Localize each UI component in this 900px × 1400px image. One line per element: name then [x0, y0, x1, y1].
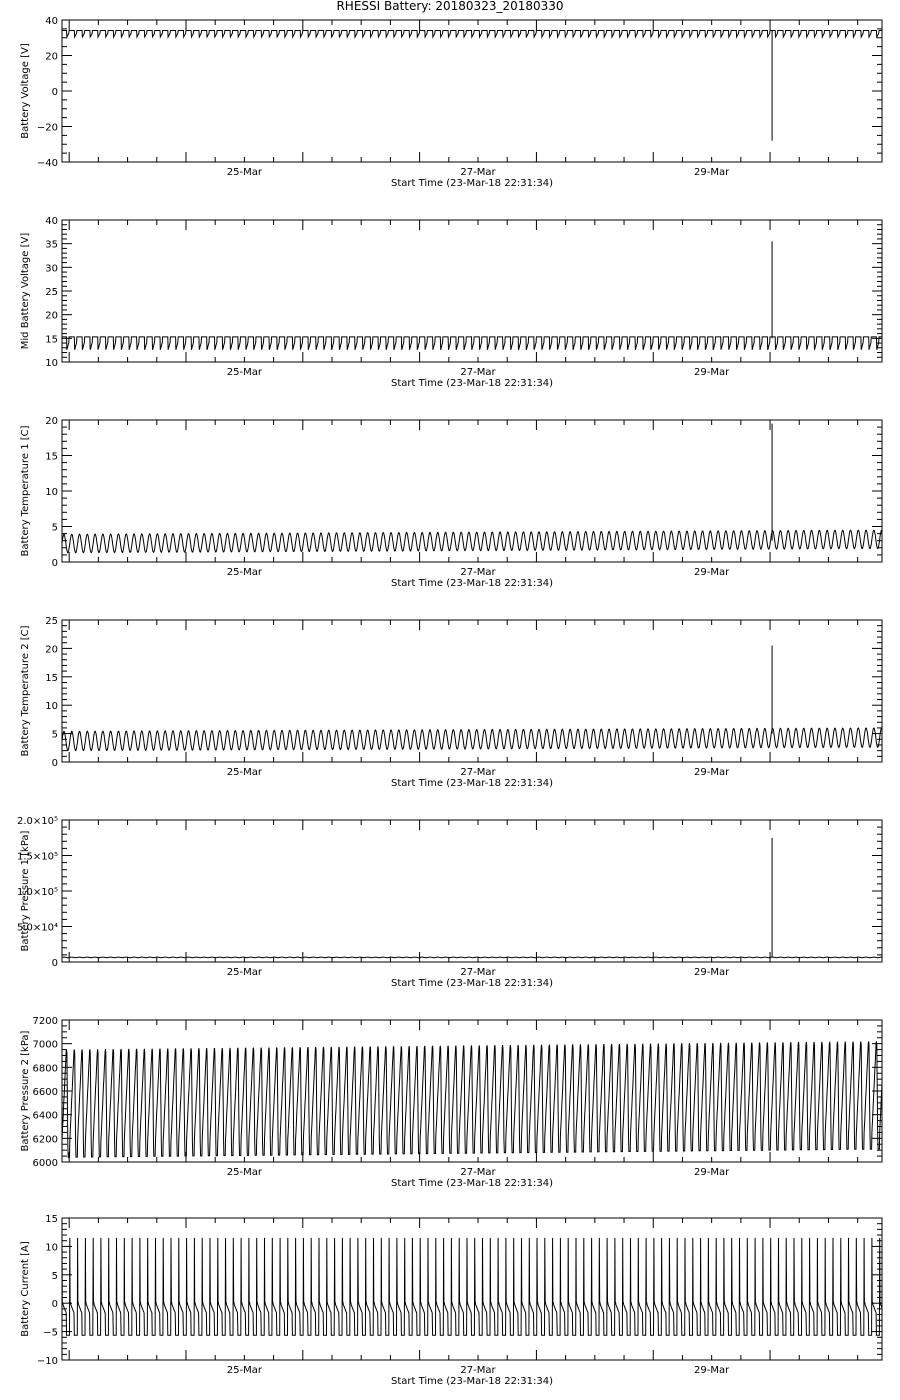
plot-frame	[62, 820, 882, 962]
x-axis-label: Start Time (23-Mar-18 22:31:34)	[390, 778, 554, 789]
y-tick-label: 20	[45, 310, 58, 322]
x-tick-label: 25-Mar	[226, 767, 262, 778]
series-line	[62, 728, 882, 751]
chart-panel-7	[20, 1214, 882, 1387]
y-tick-label: 15	[45, 334, 58, 346]
x-axis-label: Start Time (23-Mar-18 22:31:34)	[390, 978, 554, 989]
y-tick-label: 20	[45, 51, 58, 63]
y-tick-label: 6400	[32, 1110, 58, 1122]
chart-panel-5	[17, 816, 882, 989]
y-tick-label: 10	[45, 487, 58, 498]
x-tick-label: 29-Mar	[694, 567, 730, 578]
y-tick-label: 40	[45, 16, 58, 27]
y-tick-label: 0	[51, 958, 58, 969]
y-tick-label: 6000	[32, 1158, 58, 1169]
y-tick-label: 15	[45, 451, 58, 463]
y-tick-label: 20	[45, 644, 58, 656]
chart-panel-4	[20, 616, 882, 789]
x-tick-label: 27-Mar	[460, 1167, 496, 1178]
y-tick-label: 5.0×10⁴	[16, 922, 58, 934]
y-tick-label: 6200	[32, 1134, 58, 1146]
y-tick-label: 10	[45, 358, 58, 369]
x-tick-label: 29-Mar	[694, 767, 730, 778]
y-tick-label: −20	[36, 122, 58, 134]
y-tick-label: 0	[51, 1299, 58, 1311]
y-tick-label: 1.5×10⁵	[16, 851, 58, 863]
x-tick-label: 29-Mar	[694, 1167, 730, 1178]
y-tick-label: 20	[45, 416, 58, 427]
page-title: RHESSI Battery: 20180323_20180330	[336, 0, 564, 13]
chart-panel-2	[20, 216, 882, 389]
y-tick-label: 5	[51, 522, 58, 534]
x-axis-label: Start Time (23-Mar-18 22:31:34)	[390, 178, 554, 189]
series-line	[62, 31, 882, 38]
x-tick-label: 29-Mar	[694, 1365, 730, 1376]
x-tick-label: 27-Mar	[460, 367, 496, 378]
x-tick-label: 27-Mar	[460, 967, 496, 978]
y-tick-label: 10	[45, 1242, 58, 1254]
y-axis-label: Mid Battery Voltage [V]	[20, 232, 31, 350]
x-tick-label: 27-Mar	[460, 767, 496, 778]
y-tick-label: 0	[51, 758, 58, 769]
y-axis-label: Battery Temperature 1 [C]	[20, 425, 31, 557]
y-tick-label: 0	[51, 558, 58, 569]
y-tick-label: 6600	[32, 1087, 58, 1098]
y-axis-label: Battery Pressure 2 [kPa]	[20, 1030, 31, 1152]
x-tick-label: 29-Mar	[694, 167, 730, 178]
y-tick-label: 7000	[32, 1039, 58, 1051]
series-line	[62, 337, 882, 350]
y-tick-label: 5	[51, 1270, 58, 1282]
x-tick-label: 25-Mar	[226, 567, 262, 578]
y-tick-label: 6800	[32, 1063, 58, 1075]
x-tick-label: 25-Mar	[226, 167, 262, 178]
chart-panel-3	[20, 416, 882, 589]
series-line	[62, 957, 882, 958]
chart-panel-1	[20, 16, 882, 189]
x-axis-label: Start Time (23-Mar-18 22:31:34)	[390, 378, 554, 389]
y-tick-label: 1.0×10⁵	[16, 887, 58, 898]
y-axis-label: Battery Pressure 1 [kPa]	[20, 830, 31, 952]
series-line	[62, 1238, 882, 1335]
y-tick-label: 35	[45, 239, 58, 251]
x-tick-label: 27-Mar	[460, 1365, 496, 1376]
y-axis-label: Battery Voltage [V]	[20, 43, 31, 139]
y-tick-label: 25	[45, 616, 58, 627]
y-axis-label: Battery Current [A]	[20, 1241, 31, 1337]
plot-frame	[62, 20, 882, 162]
y-tick-label: 15	[45, 672, 58, 684]
x-tick-label: 25-Mar	[226, 967, 262, 978]
y-tick-label: −5	[43, 1327, 58, 1339]
y-tick-label: 25	[45, 287, 58, 298]
series-line	[62, 1041, 882, 1157]
plot-frame	[62, 1218, 882, 1360]
x-tick-label: 29-Mar	[694, 967, 730, 978]
x-tick-label: 25-Mar	[226, 367, 262, 378]
x-tick-label: 27-Mar	[460, 567, 496, 578]
y-tick-label: 40	[45, 216, 58, 227]
x-tick-label: 29-Mar	[694, 367, 730, 378]
y-tick-label: 7200	[32, 1016, 58, 1027]
y-tick-label: −40	[36, 158, 58, 169]
x-axis-label: Start Time (23-Mar-18 22:31:34)	[390, 1376, 554, 1387]
y-tick-label: 30	[45, 263, 58, 275]
y-tick-label: 10	[45, 701, 58, 713]
y-tick-label: 5	[51, 729, 58, 741]
x-tick-label: 25-Mar	[226, 1365, 262, 1376]
y-tick-label: 0	[51, 87, 58, 98]
series-line	[62, 530, 882, 553]
x-tick-label: 25-Mar	[226, 1167, 262, 1178]
x-axis-label: Start Time (23-Mar-18 22:31:34)	[390, 1178, 554, 1189]
x-tick-label: 27-Mar	[460, 167, 496, 178]
y-axis-label: Battery Temperature 2 [C]	[20, 625, 31, 757]
chart-panel-6	[20, 1016, 882, 1189]
y-tick-label: 15	[45, 1214, 58, 1225]
y-tick-label: 2.0×10⁵	[16, 816, 58, 827]
y-tick-label: −10	[36, 1356, 58, 1367]
x-axis-label: Start Time (23-Mar-18 22:31:34)	[390, 578, 554, 589]
